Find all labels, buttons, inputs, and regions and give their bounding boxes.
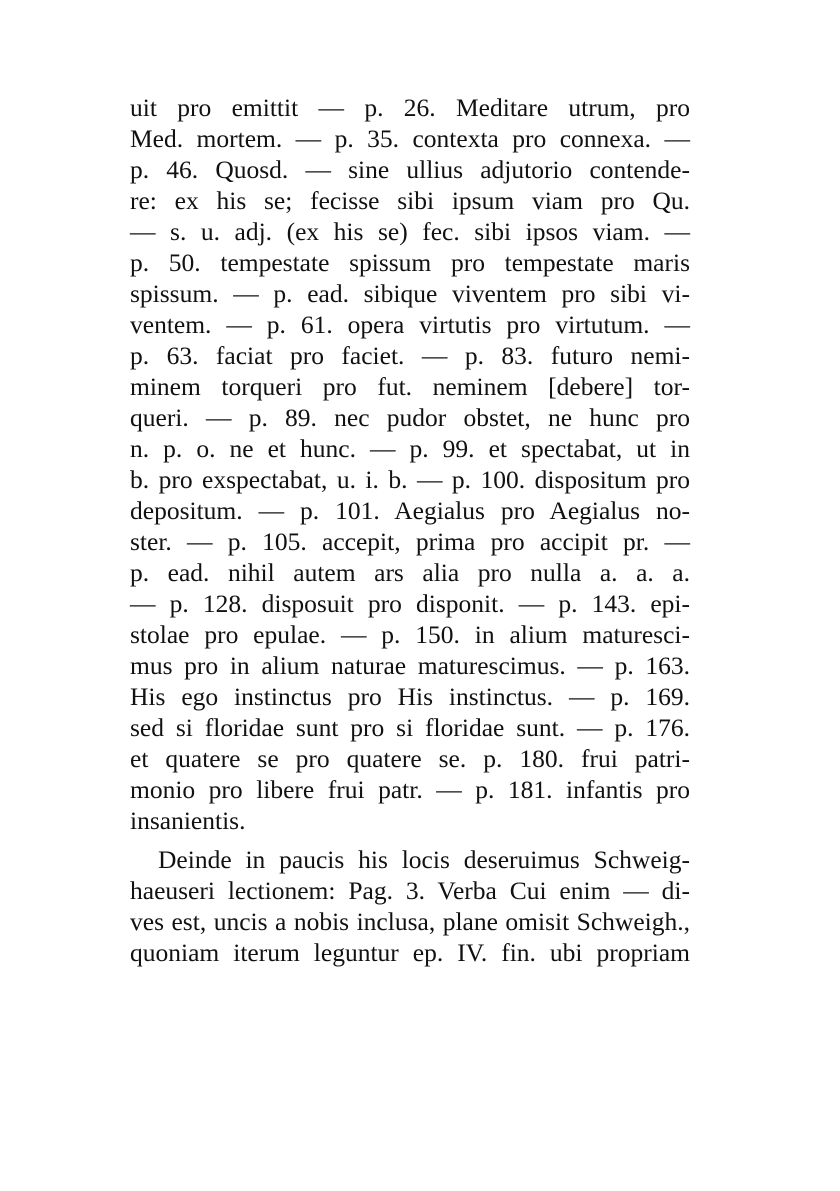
text-line: b. pro exspectabat, u. i. b. — p. 100. dispositum pro	[130, 465, 690, 494]
text-line: sed si floridae sunt pro si floridae sunt. — p. 176.	[130, 713, 690, 742]
paragraph-line: haeuseri lectionem: Pag. 3. Verba Cui enim — di-	[130, 876, 690, 905]
text-line: Med. mortem. — p. 35. contexta pro connexa. —	[130, 124, 690, 153]
text-line: uit pro emittit — p. 26. Meditare utrum, pro	[130, 93, 690, 122]
text-line: p. 46. Quosd. — sine ullius adjutorio contende-	[130, 155, 690, 184]
text-line: p. ead. nihil autem ars alia pro nulla a. a. a.	[130, 558, 690, 587]
text-line: p. 63. faciat pro faciet. — p. 83. futuro nemi-	[130, 341, 690, 370]
text-line: p. 50. tempestate spissum pro tempestate maris	[130, 248, 690, 277]
text-line: spissum. — p. ead. sibique viventem pro sibi vi-	[130, 279, 690, 308]
text-line: depositum. — p. 101. Aegialus pro Aegialus no-	[130, 496, 690, 525]
text-line: monio pro libere frui patr. — p. 181. infantis pro	[130, 775, 690, 804]
paragraph-line: Deinde in paucis his locis deseruimus Schweig-	[158, 845, 690, 874]
text-line: ster. — p. 105. accepit, prima pro accipit pr. —	[130, 527, 690, 556]
text-line: — s. u. adj. (ex his se) fec. sibi ipsos viam. —	[130, 217, 690, 246]
text-line: mus pro in alium naturae maturescimus. — p. 163.	[130, 651, 690, 680]
paragraph-line: quoniam iterum leguntur ep. IV. fin. ubi propriam	[130, 938, 690, 967]
text-line: et quatere se pro quatere se. p. 180. frui patri-	[130, 744, 690, 773]
text-line: His ego instinctus pro His instinctus. — p. 169.	[130, 682, 690, 711]
text-line: re: ex his se; fecisse sibi ipsum viam pro Qu.	[130, 186, 690, 215]
text-line: ventem. — p. 61. opera virtutis pro virtutum. —	[130, 310, 690, 339]
text-column	[130, 92, 690, 968]
text-line: insanientis.	[130, 806, 246, 835]
text-line: — p. 128. disposuit pro disponit. — p. 143. epi-	[130, 589, 690, 618]
text-line: minem torqueri pro fut. neminem [debere] tor-	[130, 372, 690, 401]
text-line: stolae pro epulae. — p. 150. in alium maturesci-	[130, 620, 690, 649]
text-line: queri. — p. 89. nec pudor obstet, ne hunc pro	[130, 403, 690, 432]
paragraph-line: ves est, uncis a nobis inclusa, plane omisit Schweigh.,	[130, 907, 690, 936]
text-line: n. p. o. ne et hunc. — p. 99. et spectabat, ut in	[130, 434, 690, 463]
